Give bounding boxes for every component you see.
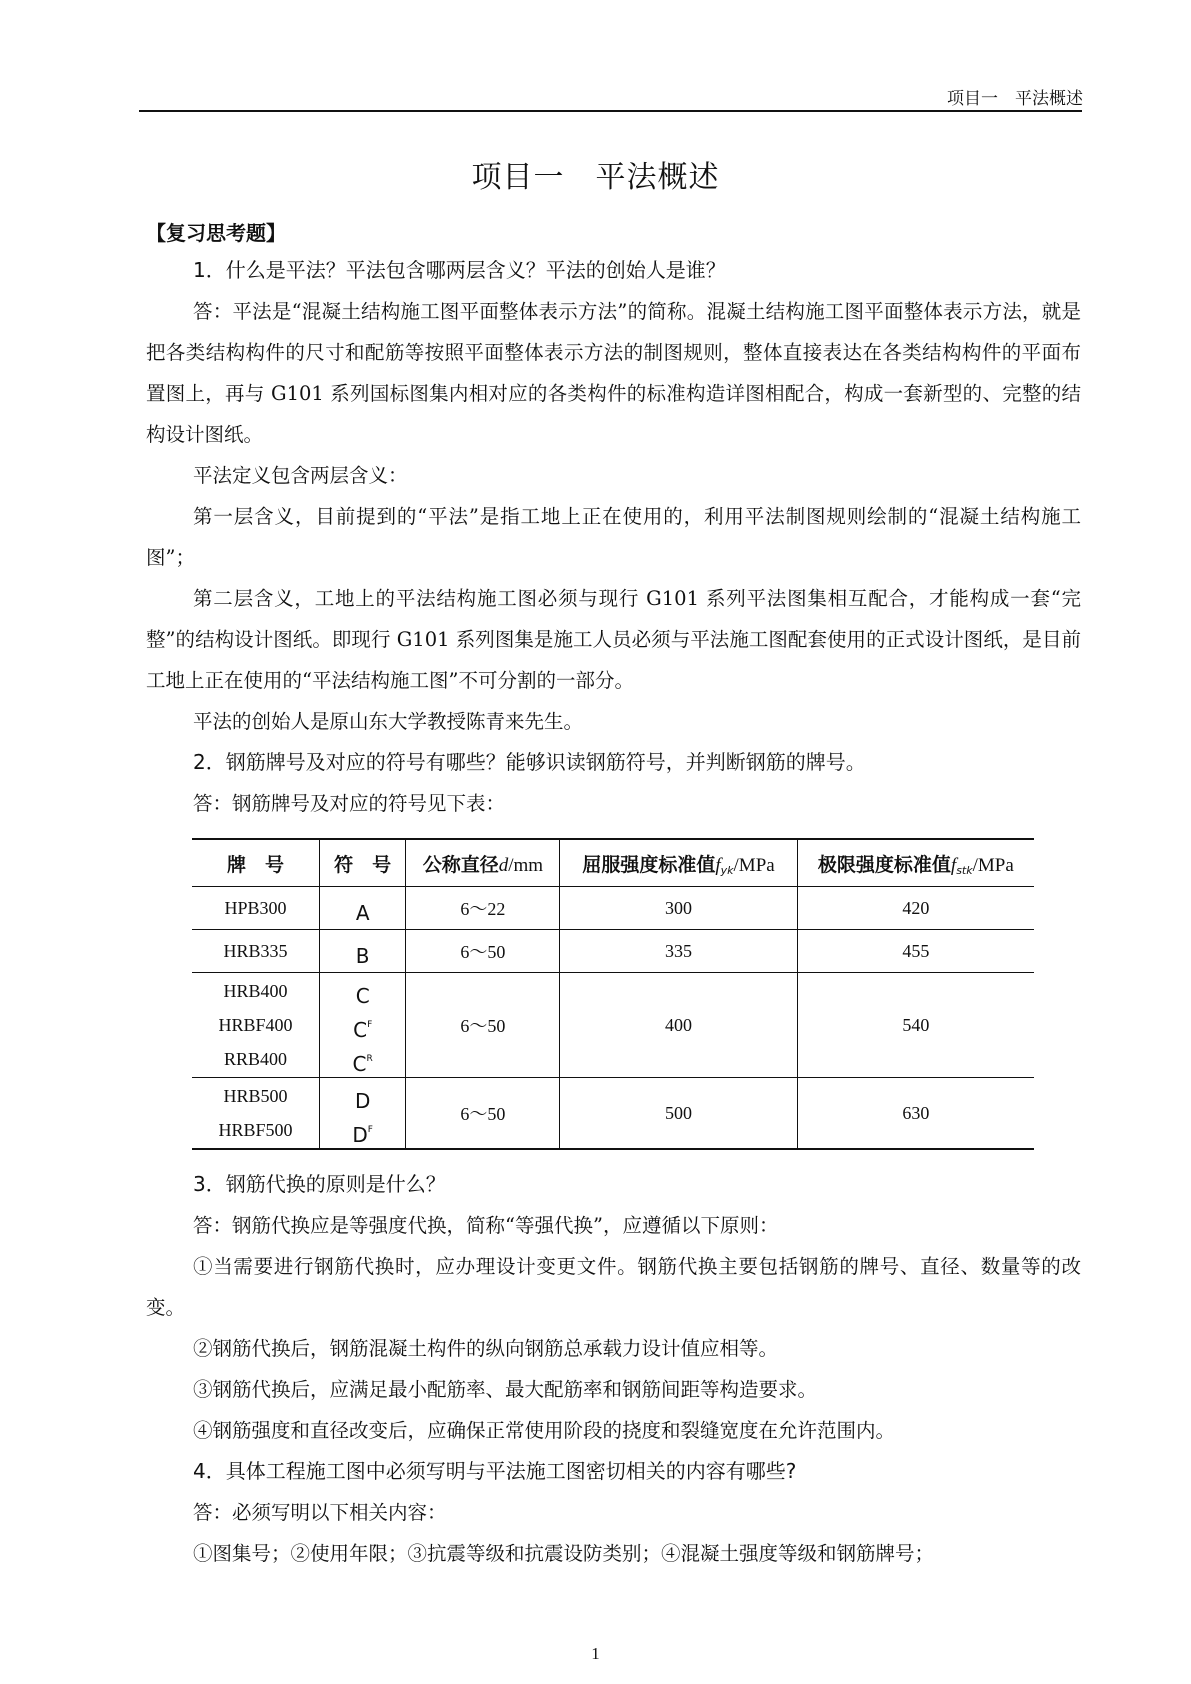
grade-label: HRB500 bbox=[223, 1086, 288, 1106]
header-diameter: 公称直径d/mm bbox=[406, 839, 560, 887]
cell-diameter: 6～50 bbox=[406, 930, 560, 973]
running-header: 项目一 平法概述 bbox=[947, 89, 1083, 109]
cell-yield: 400 bbox=[560, 973, 797, 1078]
header-ultimate-strength: 极限强度标准值$f_{stk}$/MPa bbox=[797, 839, 1034, 887]
header-rule bbox=[139, 110, 1082, 112]
question-3: 3．钢筋代换的原则是什么？ bbox=[193, 1172, 446, 1196]
answer-1-paragraph-1: 答：平法是“混凝土结构施工图平面整体表示方法”的简称。混凝土结构施工图平面整体表示方法，就是把各类结构构件的尺寸和配筋等按照平面整体表示方法的制图规则，整体直接表达在各类结构构件的平面布置图上，再与 G101 系列国标图集内相对应的各类构件的标准构造详图相配合，构成一套新型的、完整的结构设计图纸。 bbox=[146, 300, 1081, 446]
question-1: 1．什么是平法？平法包含哪两层含义？平法的创始人是谁？ bbox=[193, 258, 726, 282]
cell-diameter: 6～50 bbox=[406, 1078, 560, 1150]
cell-grade bbox=[192, 887, 319, 930]
cell-ultimate: 420 bbox=[797, 887, 1034, 930]
rebar-symbol: B bbox=[355, 944, 370, 968]
grade-label: HRB400 bbox=[223, 981, 288, 1001]
question-2: 2．钢筋牌号及对应的符号有哪些？能够识读钢筋符号，并判断钢筋的牌号。 bbox=[193, 750, 866, 774]
answer-3-paragraph-4: ③钢筋代换后，应满足最小配筋率、最大配筋率和钢筋间距等构造要求。 bbox=[193, 1378, 818, 1401]
grade-label: HRBF400 bbox=[218, 1015, 293, 1035]
answer-3-paragraph-1: 答：钢筋代换应是等强度代换，简称“等强代换”，应遵循以下原则： bbox=[193, 1214, 779, 1237]
table-row bbox=[192, 887, 1034, 930]
answer-3-paragraph-5: ④钢筋强度和直径改变后，应确保正常使用阶段的挠度和裂缝宽度在允许范围内。 bbox=[193, 1419, 896, 1442]
answer-3-paragraph-2: ①当需要进行钢筋代换时，应办理设计变更文件。钢筋代换主要包括钢筋的牌号、直径、数量等的改变。 bbox=[146, 1255, 1081, 1319]
table-row bbox=[192, 930, 1034, 973]
answer-1-paragraph-4: 第二层含义，工地上的平法结构施工图必须与现行 G101 系列平法图集相互配合，才能构成一套“完整”的结构设计图纸。即现行 G101 系列图集是施工人员必须与平法施工图配套使用的正式设计图纸，是目前工地上正在使用的“平法结构施工图”不可分割的一部分。 bbox=[146, 587, 1081, 692]
rebar-symbol: A bbox=[355, 901, 370, 925]
rebar-symbol: $C^R$ bbox=[352, 1052, 373, 1076]
header-grade: 牌 号 bbox=[192, 839, 319, 887]
table-header-row bbox=[192, 839, 1034, 887]
table-row bbox=[192, 1078, 1034, 1150]
answer-1-paragraph-3: 第一层含义，目前提到的“平法”是指工地上正在使用的，利用平法制图规则绘制的“混凝土结构施工图”； bbox=[146, 505, 1081, 569]
answer-3-paragraph-3: ②钢筋代换后，钢筋混凝土构件的纵向钢筋总承载力设计值应相等。 bbox=[193, 1337, 779, 1360]
grade-label: HRBF500 bbox=[218, 1120, 293, 1140]
cell-grade bbox=[192, 973, 319, 1078]
rebar-grade-table bbox=[192, 838, 1034, 1150]
document-body bbox=[146, 250, 1081, 1574]
page-title: 项目一 平法概述 bbox=[471, 160, 720, 195]
answer-4-paragraph-2: ①图集号；②使用年限；③抗震等级和抗震设防类别；④混凝土强度等级和钢筋牌号； bbox=[193, 1542, 935, 1565]
header-yield-strength: 屈服强度标准值$f_{yk}$/MPa bbox=[560, 839, 797, 887]
cell-symbol bbox=[319, 1078, 405, 1150]
rebar-symbol: $D^F$ bbox=[352, 1123, 373, 1147]
question-4: 4．具体工程施工图中必须写明与平法施工图密切相关的内容有哪些? bbox=[193, 1459, 797, 1483]
cell-diameter: 6～22 bbox=[406, 887, 560, 930]
cell-yield: 500 bbox=[560, 1078, 797, 1150]
answer-2-paragraph-1: 答：钢筋牌号及对应的符号见下表： bbox=[193, 792, 506, 815]
cell-ultimate: 540 bbox=[797, 973, 1034, 1078]
cell-diameter: 6～50 bbox=[406, 973, 560, 1078]
cell-yield: 335 bbox=[560, 930, 797, 973]
section-heading: 【复习思考题】 bbox=[146, 221, 286, 245]
rebar-symbol: $C^F$ bbox=[353, 1018, 373, 1042]
cell-symbol bbox=[319, 930, 405, 973]
cell-symbol bbox=[319, 887, 405, 930]
header-symbol: 符 号 bbox=[319, 839, 405, 887]
page-number: 1 bbox=[591, 1644, 600, 1663]
cell-ultimate: 455 bbox=[797, 930, 1034, 973]
answer-4-paragraph-1: 答：必须写明以下相关内容： bbox=[193, 1501, 447, 1524]
answer-1-paragraph-5: 平法的创始人是原山东大学教授陈青来先生。 bbox=[193, 710, 584, 733]
cell-symbol bbox=[319, 973, 405, 1078]
cell-grade bbox=[192, 1078, 319, 1150]
rebar-symbol: D bbox=[354, 1089, 371, 1113]
cell-ultimate: 630 bbox=[797, 1078, 1034, 1150]
grade-label: RRB400 bbox=[223, 1049, 287, 1069]
cell-yield: 300 bbox=[560, 887, 797, 930]
table-body bbox=[192, 887, 1034, 1150]
cell-grade bbox=[192, 930, 319, 973]
answer-1-paragraph-2: 平法定义包含两层含义： bbox=[193, 464, 408, 487]
rebar-symbol: C bbox=[355, 984, 370, 1008]
grade-label: HRB335 bbox=[223, 941, 288, 961]
grade-label: HPB300 bbox=[224, 898, 287, 918]
table-row bbox=[192, 973, 1034, 1078]
